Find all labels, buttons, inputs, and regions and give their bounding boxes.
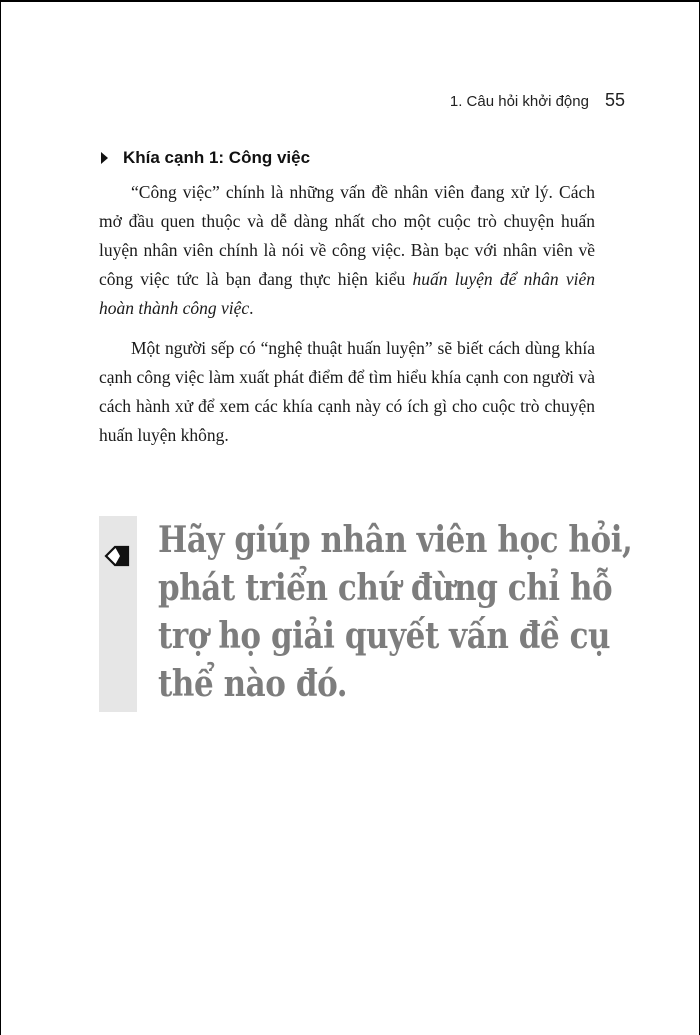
pull-quote-line-3: trợ họ giải quyết vấn đề cụ	[158, 615, 611, 657]
body-text	[99, 178, 595, 461]
pull-quote	[158, 516, 633, 708]
pull-quote-line-1: Hãy giúp nhân viên học hỏi,	[158, 519, 633, 561]
chapter-title: 1. Câu hỏi khởi động	[449, 93, 589, 110]
section-heading-text: Khía cạnh 1: Công việc	[123, 148, 311, 167]
paragraph-1-end: .	[249, 298, 254, 318]
paragraph-1	[99, 178, 595, 323]
paragraph-1-text: “Công việc” chính là những vấn đề nhân viên đang xử lý. Cách mở đầu quen thuộc và dễ dàng nhất cho một cuộc trò chuyện huấn luyện nhân viên chính là nói về công việc. Bàn bạc với nhân viên về công việc tức là bạn đang thực hiện kiểu	[99, 182, 595, 289]
page-number: 55	[604, 90, 625, 110]
section-heading	[101, 148, 310, 168]
paragraph-1-emphasis: huấn luyện để nhân viên hoàn thành công việc	[99, 269, 595, 318]
running-head	[450, 90, 625, 111]
paragraph-2: Một người sếp có “nghệ thuật huấn luyện” sẽ biết cách dùng khía cạnh công việc làm xuất phát điểm để tìm hiểu khía cạnh con người và cách hành xử để xem các khía cạnh này có ích gì cho cuộc trò chuyện huấn luyện không.	[99, 338, 595, 445]
diamond-arrow-icon	[104, 543, 130, 569]
pull-quote-line-2: phát triển chứ đừng chỉ hỗ	[158, 567, 613, 609]
triangle-bullet-icon	[101, 152, 108, 164]
pull-quote-line-4: thể nào đó.	[158, 663, 348, 705]
